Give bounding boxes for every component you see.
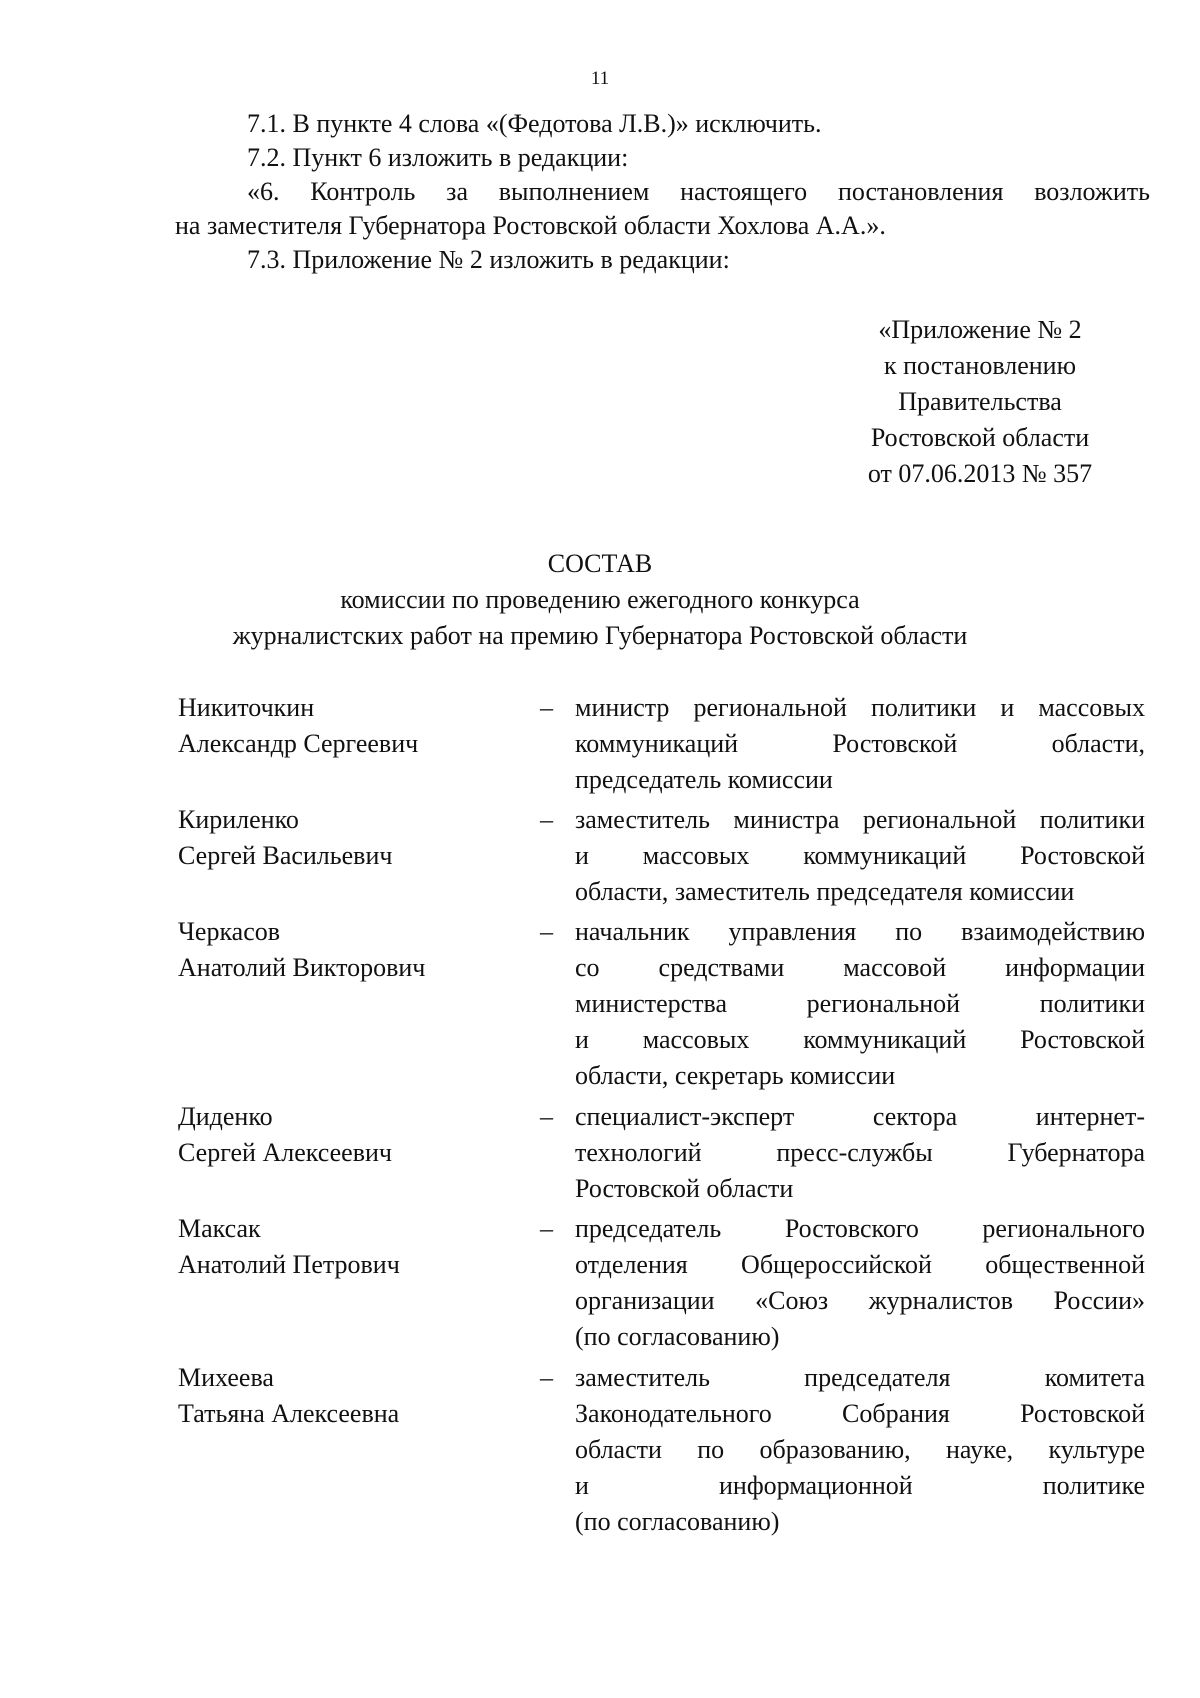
- member-role-line: области, секретарь комиссии: [575, 1061, 896, 1090]
- member-role: [575, 1211, 1145, 1355]
- member-name: [178, 802, 508, 874]
- member-name: [178, 1360, 508, 1432]
- member-role-line: председатель Ростовского регионального: [575, 1214, 1145, 1243]
- appendix-line-5: от 07.06.2013 № 357: [867, 459, 1093, 488]
- appendix-line-4: Ростовской области: [870, 423, 1090, 452]
- member-role: [575, 1360, 1145, 1540]
- member-given-names: Сергей Алексеевич: [178, 1138, 392, 1167]
- member-role-line: специалист-эксперт сектора интернет-: [575, 1102, 1145, 1131]
- member-dash: –: [540, 1214, 553, 1243]
- page-number: 11: [590, 68, 610, 89]
- item-7-3: 7.3. Приложение № 2 изложить в редакции:: [247, 245, 730, 274]
- member-role-line: со средствами массовой информации: [575, 953, 1145, 982]
- member-role-line: начальник управления по взаимодействию: [575, 917, 1145, 946]
- title-sub-1: комиссии по проведению ежегодного конкурса: [340, 585, 860, 614]
- member-given-names: Сергей Васильевич: [178, 841, 393, 870]
- member-role: [575, 690, 1145, 798]
- member-dash: –: [540, 917, 553, 946]
- member-role-line: Ростовской области: [575, 1174, 794, 1203]
- member-role-line: и информационной политике: [575, 1471, 1145, 1500]
- member-dash: –: [540, 693, 553, 722]
- title-heading: СОСТАВ: [547, 549, 653, 578]
- appendix-line-1: «Приложение № 2: [878, 315, 1082, 344]
- item-7-1: 7.1. В пункте 4 слова «(Федотова Л.В.)» исключить.: [247, 109, 822, 138]
- member-role-line: заместитель председателя комитета: [575, 1363, 1145, 1392]
- member-role-line: (по согласованию): [575, 1322, 780, 1351]
- member-given-names: Анатолий Петрович: [178, 1250, 400, 1279]
- member-surname: Михеева: [178, 1363, 274, 1392]
- member-role: [575, 914, 1145, 1094]
- member-role-line: организации «Союз журналистов России»: [575, 1286, 1145, 1315]
- member-name: [178, 914, 508, 986]
- member-role-line: технологий пресс-службы Губернатора: [575, 1138, 1145, 1167]
- member-role-line: и массовых коммуникаций Ростовской: [575, 841, 1145, 870]
- appendix-line-2: к постановлению: [883, 351, 1077, 380]
- member-role-line: заместитель министра региональной политики: [575, 805, 1145, 834]
- member-surname: Никиточкин: [178, 693, 315, 722]
- member-name: [178, 690, 508, 762]
- member-role-line: министерства региональной политики: [575, 989, 1145, 1018]
- member-role-line: председатель комиссии: [575, 765, 833, 794]
- member-given-names: Анатолий Викторович: [178, 953, 426, 982]
- appendix-header: [830, 312, 1130, 492]
- member-role: [575, 1099, 1145, 1207]
- member-name: [178, 1099, 508, 1171]
- member-surname: Черкасов: [178, 917, 281, 946]
- member-role-line: и массовых коммуникаций Ростовской: [575, 1025, 1145, 1054]
- member-role-line: области, заместитель председателя комиссии: [575, 877, 1075, 906]
- member-role-line: области по образованию, науке, культуре: [575, 1435, 1145, 1464]
- member-name: [178, 1211, 508, 1283]
- member-role-line: коммуникаций Ростовской области,: [575, 729, 1145, 758]
- member-surname: Диденко: [178, 1102, 273, 1131]
- member-role: [575, 802, 1145, 910]
- quote-line-1: «6. Контроль за выполнением настоящего постановления возложить: [247, 177, 1150, 206]
- document-title: [0, 546, 1200, 654]
- member-role-line: Законодательного Собрания Ростовской: [575, 1399, 1145, 1428]
- member-role-line: (по согласованию): [575, 1507, 780, 1536]
- member-role-line: министр региональной политики и массовых: [575, 693, 1145, 722]
- member-given-names: Татьяна Алексеевна: [178, 1399, 400, 1428]
- member-given-names: Александр Сергеевич: [178, 729, 419, 758]
- appendix-line-3: Правительства: [898, 387, 1062, 416]
- member-dash: –: [540, 805, 553, 834]
- member-dash: –: [540, 1363, 553, 1392]
- item-7-2: 7.2. Пункт 6 изложить в редакции:: [247, 143, 629, 172]
- title-sub-2: журналистских работ на премию Губернатора Ростовской области: [232, 621, 968, 650]
- member-surname: Максак: [178, 1214, 261, 1243]
- member-dash: –: [540, 1102, 553, 1131]
- member-surname: Кириленко: [178, 805, 299, 834]
- member-role-line: отделения Общероссийской общественной: [575, 1250, 1145, 1279]
- quote-line-2: на заместителя Губернатора Ростовской области Хохлова А.А.».: [175, 211, 886, 240]
